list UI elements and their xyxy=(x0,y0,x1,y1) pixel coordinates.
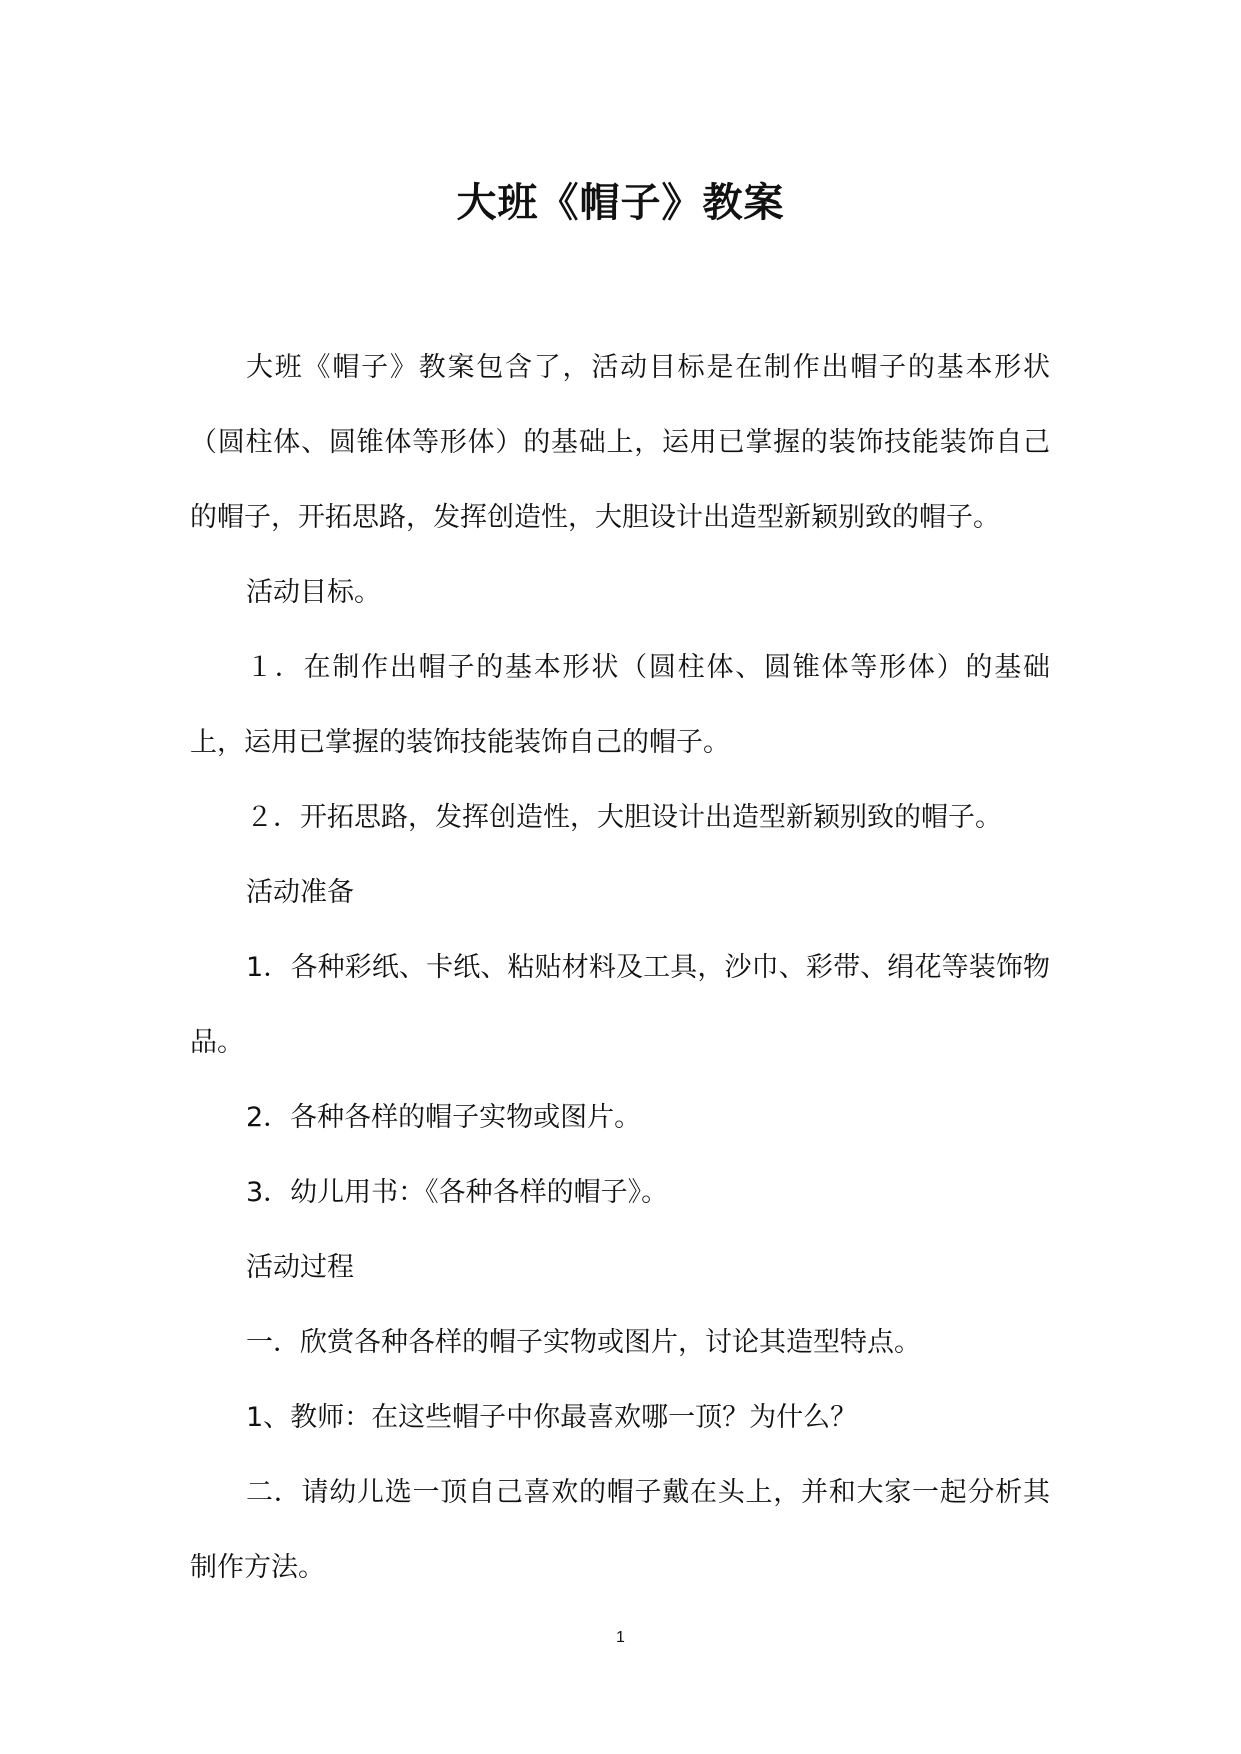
intro-paragraph: 大班《帽子》教案包含了，活动目标是在制作出帽子的基本形状（圆柱体、圆锥体等形体）的基础上，运用已掌握的装饰技能装饰自己的帽子，开拓思路，发挥创造性，大胆设计出造型新颖别致的帽子。 xyxy=(190,352,1050,533)
section-heading-preparation: 活动准备 xyxy=(246,877,354,908)
goal-item-2: ２．开拓思路，发挥创造性，大胆设计出造型新颖别致的帽子。 xyxy=(246,802,1002,833)
preparation-item-2: 2．各种各样的帽子实物或图片。 xyxy=(246,1102,642,1133)
process-step-1: 一．欣赏各种各样的帽子实物或图片，讨论其造型特点。 xyxy=(246,1327,921,1358)
process-step-1-question: 1、教师：在这些帽子中你最喜欢哪一顶？为什么？ xyxy=(246,1402,858,1433)
page-number: 1 xyxy=(616,1629,625,1646)
section-heading-process: 活动过程 xyxy=(246,1252,354,1283)
document-body xyxy=(190,330,1050,1605)
process-step-2: 二．请幼儿选一顶自己喜欢的帽子戴在头上，并和大家一起分析其制作方法。 xyxy=(190,1477,1050,1583)
section-heading-goals: 活动目标。 xyxy=(246,577,381,608)
preparation-item-3: 3．幼儿用书：《各种各样的帽子》。 xyxy=(246,1177,669,1208)
page-title: 大班《帽子》教案 xyxy=(456,179,785,226)
preparation-item-1: 1．各种彩纸、卡纸、粘贴材料及工具，沙巾、彩带、绢花等装饰物品。 xyxy=(190,952,1050,1058)
goal-item-1: １．在制作出帽子的基本形状（圆柱体、圆锥体等形体）的基础上，运用已掌握的装饰技能装饰自己的帽子。 xyxy=(190,652,1050,758)
